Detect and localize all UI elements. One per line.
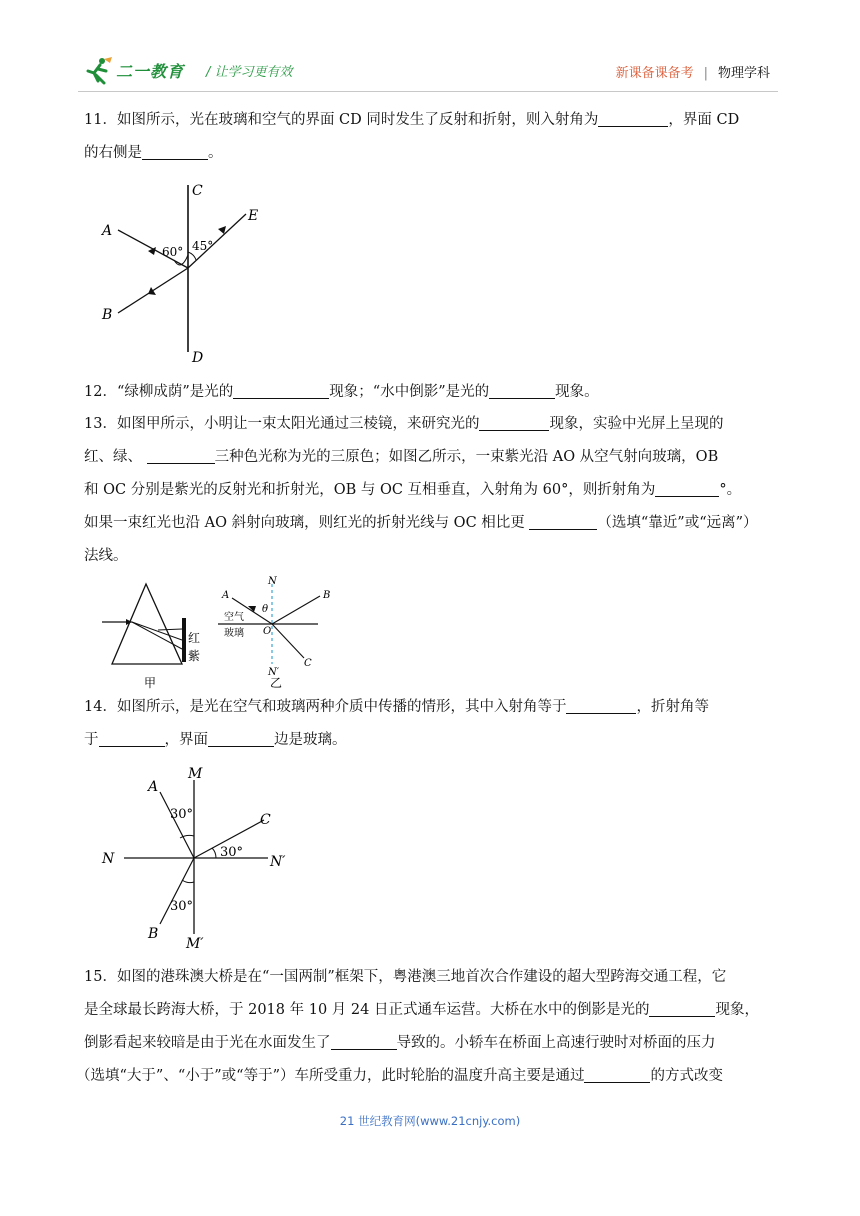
q11-blank-1[interactable] — [598, 108, 668, 127]
q15-text: 导致的。小轿车在桥面上高速行驶时对桥面的压力 — [396, 1035, 716, 1051]
label-a: A — [102, 223, 113, 239]
q11-text: 的右侧是 — [84, 145, 142, 161]
ray-ob — [272, 596, 320, 624]
angle-label-c: 30° — [220, 845, 244, 860]
label-a: A — [148, 779, 159, 795]
q15-text: 现象， — [715, 1002, 759, 1018]
header-right — [616, 62, 770, 81]
arrow-b — [148, 287, 156, 295]
label-n: N — [102, 851, 115, 867]
q15-blank-2[interactable] — [331, 1031, 397, 1050]
label-red: 红 — [188, 631, 201, 645]
arrow-e — [218, 226, 226, 234]
dispersion-ray-2 — [132, 622, 182, 649]
label-purple: 紫 — [188, 649, 201, 663]
figure-13-diagram — [98, 574, 338, 694]
q13-text: 三种色光称为光的三原色；如图乙所示，一束紫光沿 AO 从空气射向玻璃，OB — [214, 449, 719, 465]
header-subject: 物理学科 — [717, 66, 770, 81]
q11-text: 。 — [208, 145, 223, 161]
label-e: E — [248, 208, 259, 224]
q13-text: 现象，实验中光屏上呈现的 — [549, 416, 724, 432]
label-theta: θ — [262, 604, 269, 615]
figure-14-diagram — [96, 762, 306, 952]
q11-blank-2[interactable] — [142, 141, 208, 160]
angle-label-b: 30° — [170, 899, 194, 914]
label-o: O — [263, 626, 272, 637]
label-a: A — [222, 590, 230, 601]
q14-text: 边是玻璃。 — [274, 732, 347, 748]
question-12 — [84, 376, 784, 409]
q15-text: 15．如图的港珠澳大桥是在“一国两制”框架下，粤港澳三地首次合作建设的超大型跨海交通工程，它 — [84, 969, 727, 985]
page-header — [78, 55, 778, 91]
label-b: B — [102, 307, 113, 323]
q13-text: 如果一束红光也沿 AO 斜射向玻璃，则红光的折射光线与 OC 相比更 — [84, 515, 525, 531]
q15-text: 是全球最长跨海大桥，于 2018 年 10 月 24 日正式通车运营。大桥在水中的倒影是光的 — [84, 1002, 650, 1018]
header-slogan: / 让学习更有效 — [206, 65, 293, 80]
label-d: D — [192, 350, 204, 365]
angle-arc-45 — [188, 252, 196, 260]
q13-text: 13．如图甲所示，小明让一束太阳光通过三棱镜，来研究光的 — [84, 416, 480, 432]
angle-arc-b — [182, 880, 194, 883]
label-b: B — [148, 926, 159, 942]
logo-runner-icon — [84, 57, 114, 85]
q14-text: ，折射角等 — [636, 699, 709, 715]
caption-yi: 乙 — [270, 676, 283, 690]
q13-text: °。 — [719, 482, 742, 498]
q14-text: 于 — [84, 732, 99, 748]
q13-blank-1[interactable] — [479, 412, 549, 431]
label-air: 空气 — [224, 612, 244, 623]
ray-ob — [160, 858, 194, 924]
question-15 — [76, 961, 784, 1093]
label-c: C — [304, 658, 312, 669]
q12-blank-1[interactable] — [233, 380, 329, 399]
q13-text: （选填“靠近”或“远离”） — [597, 515, 758, 531]
q12-text: 12．“绿柳成荫”是光的 — [84, 384, 234, 400]
q15-blank-1[interactable] — [649, 998, 715, 1017]
label-n-prime: N′ — [270, 854, 286, 870]
q13-blank-3[interactable] — [655, 478, 719, 497]
dispersion-ray-3 — [158, 629, 182, 630]
header-divider — [78, 91, 778, 92]
figure-11-diagram — [96, 180, 276, 365]
header-separator: | — [703, 66, 708, 81]
page-footer[interactable]: 21 世纪教育网(www.21cnjy.com) — [339, 1114, 521, 1128]
q14-text: 14．如图所示，是光在空气和玻璃两种介质中传播的情形，其中入射角等于 — [84, 699, 567, 715]
q12-text: 现象。 — [555, 384, 599, 400]
caption-jia: 甲 — [144, 676, 157, 690]
q13-text: 红、绿、 — [84, 449, 142, 465]
q11-text: 11．如图所示，光在玻璃和空气的界面 CD 同时发生了反射和折射，则入射角为 — [84, 112, 599, 128]
q15-text: （选填“大于”、“小于”或“等于”）车所受重力，此时轮胎的温度升高主要是通过 — [76, 1068, 585, 1084]
q14-blank-1[interactable] — [566, 695, 636, 714]
q12-text: 现象；“水中倒影”是光的 — [329, 384, 490, 400]
ray-oc — [272, 624, 304, 658]
light-screen — [182, 618, 186, 662]
logo-text: 二一教育 — [116, 62, 185, 81]
q14-blank-3[interactable] — [208, 728, 274, 747]
q15-text: 的方式改变 — [650, 1068, 723, 1084]
angle-label-a: 30° — [170, 807, 194, 822]
angle-label-45: 45° — [192, 239, 214, 253]
label-b: B — [323, 590, 331, 601]
q11-text: ，界面 CD — [668, 112, 740, 128]
angle-label-60: 60° — [162, 245, 184, 259]
angle-arc-c — [212, 848, 216, 858]
ray-ao — [160, 792, 194, 858]
label-c: C — [192, 183, 203, 199]
label-glass: 玻璃 — [224, 628, 244, 639]
dispersion-ray-1 — [132, 622, 182, 640]
q15-text: 倒影看起来较暗是由于光在水面发生了 — [84, 1035, 331, 1051]
prism — [112, 584, 182, 664]
label-n: N — [268, 576, 277, 587]
question-13 — [84, 408, 784, 573]
q15-blank-3[interactable] — [584, 1064, 650, 1083]
label-c: C — [260, 812, 271, 828]
header-course: 新课备课备考 — [615, 66, 694, 81]
question-14 — [84, 691, 784, 757]
q13-text: 和 OC 分别是紫光的反射光和折射光，OB 与 OC 互相垂直，入射角为 60°，则折射角为 — [84, 482, 656, 498]
q13-text: 法线。 — [84, 548, 128, 564]
label-n-prime: N′ — [268, 667, 280, 678]
label-m-prime: M′ — [186, 936, 204, 952]
q14-text: ，界面 — [164, 732, 208, 748]
q12-blank-2[interactable] — [489, 380, 555, 399]
q13-blank-2[interactable] — [147, 445, 215, 464]
label-m: M — [188, 766, 203, 782]
q14-blank-2[interactable] — [99, 728, 165, 747]
question-11 — [84, 104, 784, 170]
q13-blank-4[interactable] — [529, 511, 597, 530]
